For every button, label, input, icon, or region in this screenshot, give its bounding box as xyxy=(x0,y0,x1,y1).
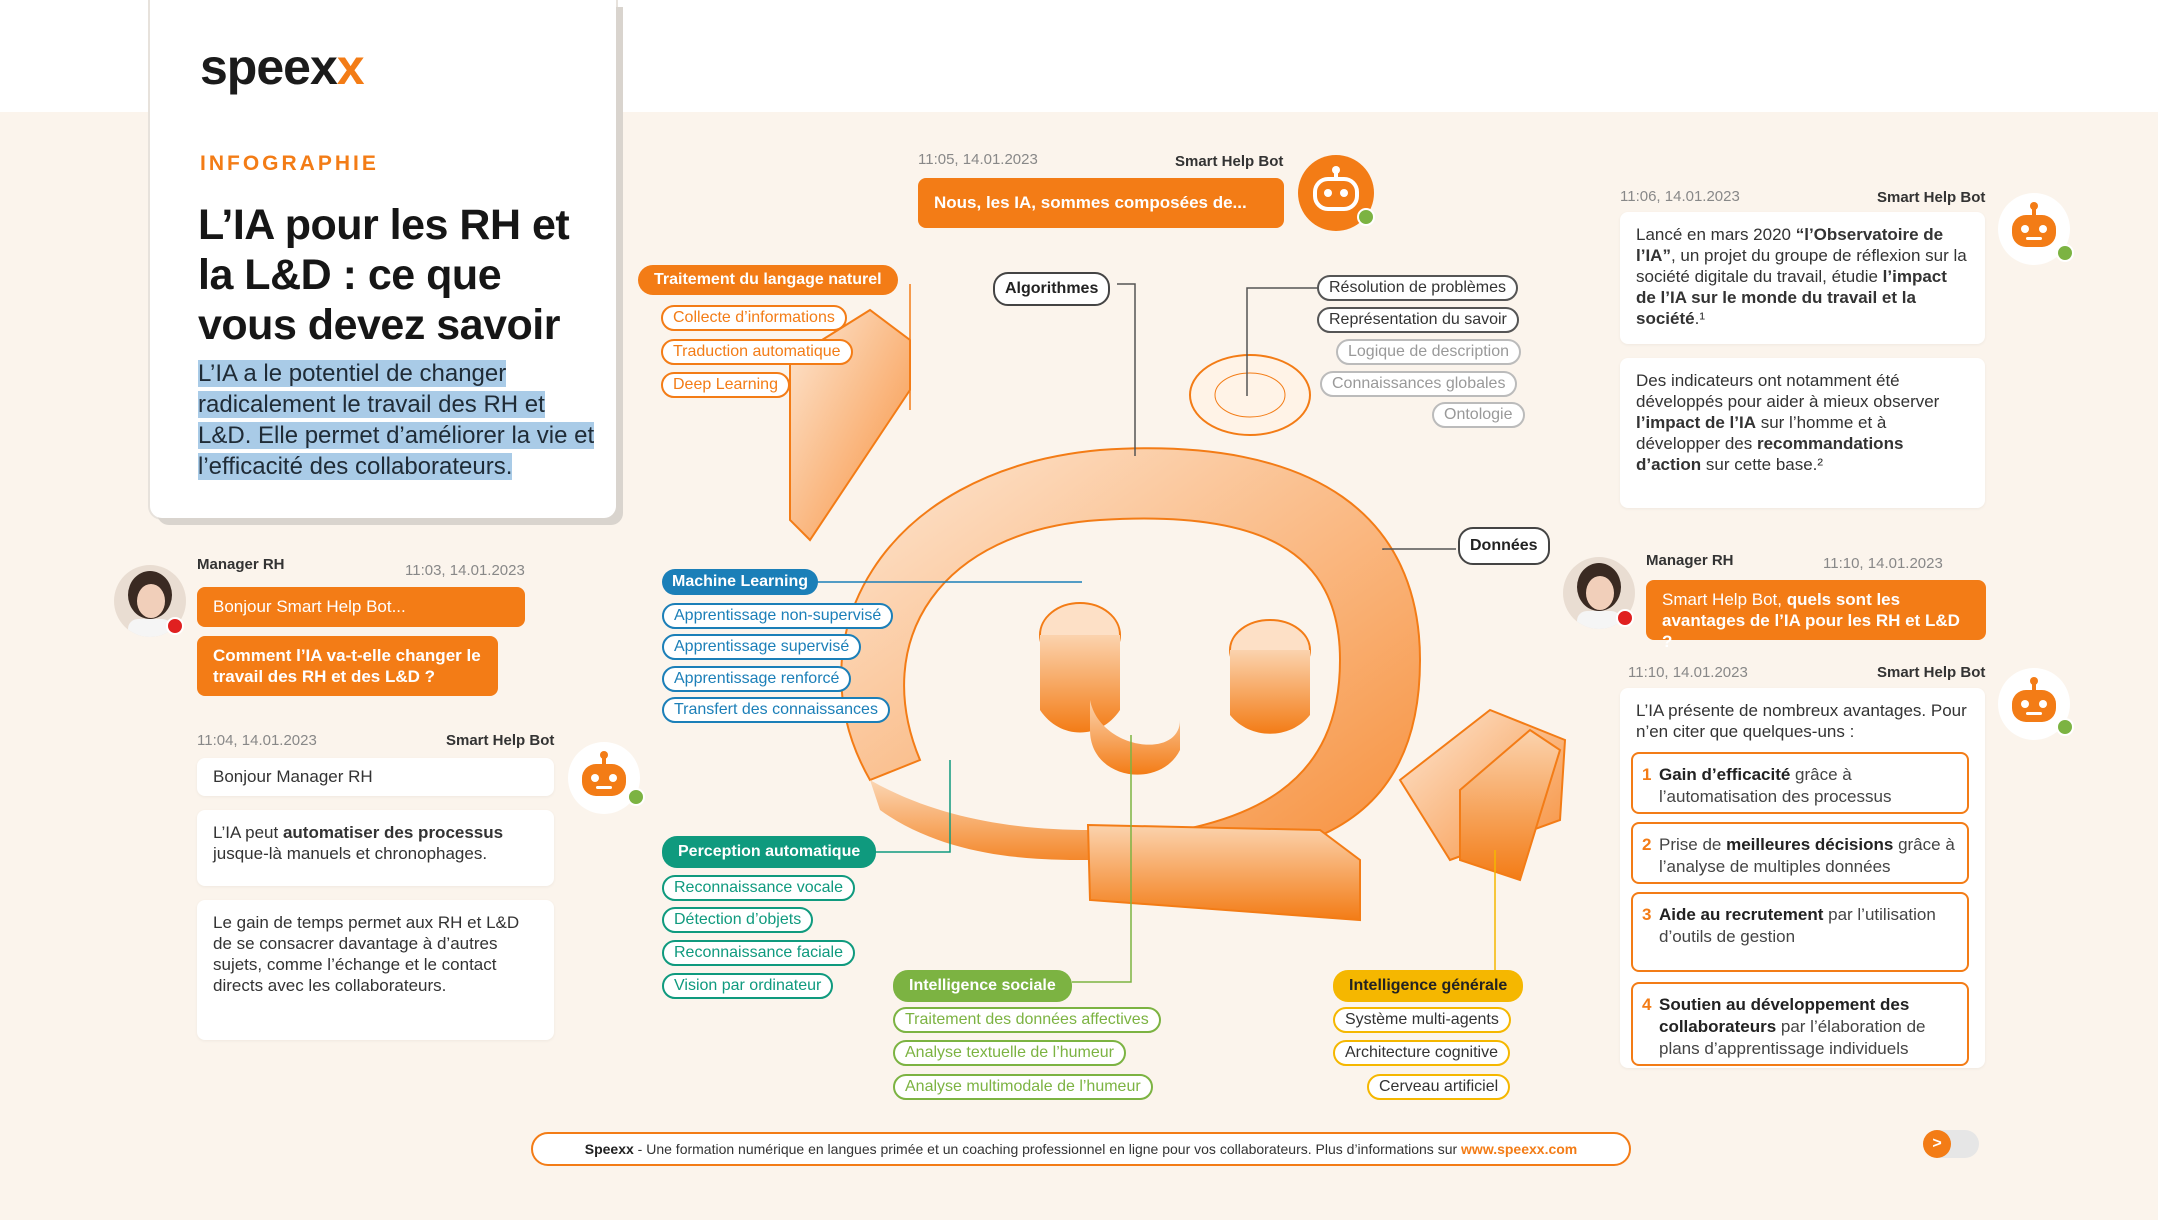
tag-data: Données xyxy=(1458,527,1550,565)
tag-item: Système multi-agents xyxy=(1333,1007,1511,1033)
robot-jaw-shape xyxy=(1088,825,1360,920)
page-title: L’IA pour les RH et la L&D : ce que vous devez savoir xyxy=(198,201,570,349)
header-card xyxy=(150,0,616,518)
online-status-dot xyxy=(2056,718,2074,736)
advantage-item: 4 Soutien au développement des collaborateurs par l’élaboration de plans d’apprentissage individuels xyxy=(1631,982,1969,1066)
manager-message: Bonjour Smart Help Bot... xyxy=(197,587,525,627)
tag-item: Deep Learning xyxy=(661,372,790,398)
bot-reply: L’IA peut automatiser des processus jusque-là manuels et chronophages. xyxy=(197,810,554,886)
tag-item: Architecture cognitive xyxy=(1333,1040,1510,1066)
tag-item: Traitement des données affectives xyxy=(893,1007,1161,1033)
tag-algorithms: Algorithmes xyxy=(993,272,1110,306)
bot-name: Smart Help Bot xyxy=(1877,664,1986,681)
message-timestamp: 11:03, 14.01.2023 xyxy=(405,562,525,579)
bot-message: Nous, les IA, sommes composées de... xyxy=(918,178,1284,228)
message-timestamp: 11:06, 14.01.2023 xyxy=(1620,188,1740,205)
tag-item: Logique de description xyxy=(1336,339,1521,365)
page-nav-toggle[interactable] xyxy=(1923,1130,1979,1158)
tag-perception: Perception automatique xyxy=(662,836,876,868)
robot-ring-shape xyxy=(870,780,1090,860)
tag-item: Apprentissage renforcé xyxy=(662,666,851,692)
connector-line xyxy=(1383,549,1456,550)
message-timestamp: 11:05, 14.01.2023 xyxy=(918,151,1038,168)
bot-reply: Lancé en mars 2020 “l’Observatoire de l’IA”, un projet du groupe de réflexion sur la société digitale du travail, étudie l’impact de l’IA sur le monde du travail et la société.¹ xyxy=(1620,212,1985,344)
tag-social-intelligence: Intelligence sociale xyxy=(893,970,1072,1002)
tag-item: Vision par ordinateur xyxy=(662,973,833,999)
tag-item: Collecte d’informations xyxy=(661,305,847,331)
tag-item: Reconnaissance faciale xyxy=(662,940,855,966)
tag-item: Transfert des connaissances xyxy=(662,697,890,723)
tag-nlp: Traitement du langage naturel xyxy=(638,265,898,295)
tag-item: Reconnaissance vocale xyxy=(662,875,855,901)
robot-eye-shape xyxy=(1230,650,1310,734)
bot-reply: Bonjour Manager RH xyxy=(197,758,554,796)
bot-name: Smart Help Bot xyxy=(1175,153,1284,170)
message-timestamp: 11:04, 14.01.2023 xyxy=(197,732,317,749)
bot-reply: Des indicateurs ont notamment été développés pour aider à mieux observer l’impact de l’IA sur l’homme et à développer des recommandations d’action sur cette base.² xyxy=(1620,358,1985,508)
tag-machine-learning: Machine Learning xyxy=(662,569,818,595)
tag-item: Résolution de problèmes xyxy=(1317,275,1518,301)
speexx-link[interactable]: www.speexx.com xyxy=(1461,1141,1578,1157)
tag-item: Apprentissage supervisé xyxy=(662,634,861,660)
kicker-label: INFOGRAPHIE xyxy=(200,152,379,175)
intro-text: L’IA a le potentiel de changer radicalement le travail des RH et L&D. Elle permet d’améliorer la vie et l’efficacité des collaborateurs. xyxy=(198,360,595,480)
tag-item: Apprentissage non-supervisé xyxy=(662,603,893,629)
next-arrow-icon[interactable]: > xyxy=(1923,1130,1951,1158)
tag-item: Analyse textuelle de l’humeur xyxy=(893,1040,1126,1066)
tag-item: Détection d’objets xyxy=(662,907,813,933)
bot-name: Smart Help Bot xyxy=(1877,189,1986,206)
tag-item: Analyse multimodale de l’humeur xyxy=(893,1074,1153,1100)
tag-item: Cerveau artificiel xyxy=(1367,1074,1510,1100)
tag-item: Représentation du savoir xyxy=(1317,307,1519,333)
bot-name: Smart Help Bot xyxy=(446,732,555,749)
tag-item: Ontologie xyxy=(1432,402,1525,428)
tag-item: Traduction automatique xyxy=(661,339,853,365)
bot-reply: L’IA présente de nombreux avantages. Pour n’en citer que quelques-uns : xyxy=(1620,688,1985,1068)
online-status-dot xyxy=(2056,244,2074,262)
offline-status-dot xyxy=(1616,609,1634,627)
manager-name: Manager RH xyxy=(197,556,285,573)
advantage-item: 1 Gain d’efficacité grâce à l’automatisation des processus xyxy=(1631,752,1969,814)
robot-eye-shape xyxy=(1040,635,1120,733)
footer-banner: Speexx - Une formation numérique en langues primée et un coaching professionnel en ligne pour vos collaborateurs. Plus d’informations sur www.speexx.com xyxy=(531,1132,1631,1166)
advantage-item: 3 Aide au recrutement par l’utilisation d’outils de gestion xyxy=(1631,892,1969,972)
message-timestamp: 11:10, 14.01.2023 xyxy=(1823,555,1943,572)
advantage-item: 2 Prise de meilleures décisions grâce à l’analyse de multiples données xyxy=(1631,822,1969,884)
connector-line xyxy=(1117,284,1135,456)
speexx-logo[interactable]: speexx xyxy=(200,39,364,95)
offline-status-dot xyxy=(166,617,184,635)
manager-name: Manager RH xyxy=(1646,552,1734,569)
manager-question: Comment l’IA va-t-elle changer le travail des RH et des L&D ? xyxy=(197,636,498,696)
tag-general-intelligence: Intelligence générale xyxy=(1333,970,1523,1002)
message-timestamp: 11:10, 14.01.2023 xyxy=(1628,664,1748,681)
knowledge-sphere-shape xyxy=(1190,355,1310,435)
tag-item: Connaissances globales xyxy=(1320,371,1517,397)
bot-reply: Le gain de temps permet aux RH et L&D de se consacrer davantage à d’autres sujets, comme l’échange et le contact directs avec les collaborateurs. xyxy=(197,900,554,1040)
manager-question: Smart Help Bot, quels sont les avantages de l’IA pour les RH et L&D ? xyxy=(1646,580,1986,640)
